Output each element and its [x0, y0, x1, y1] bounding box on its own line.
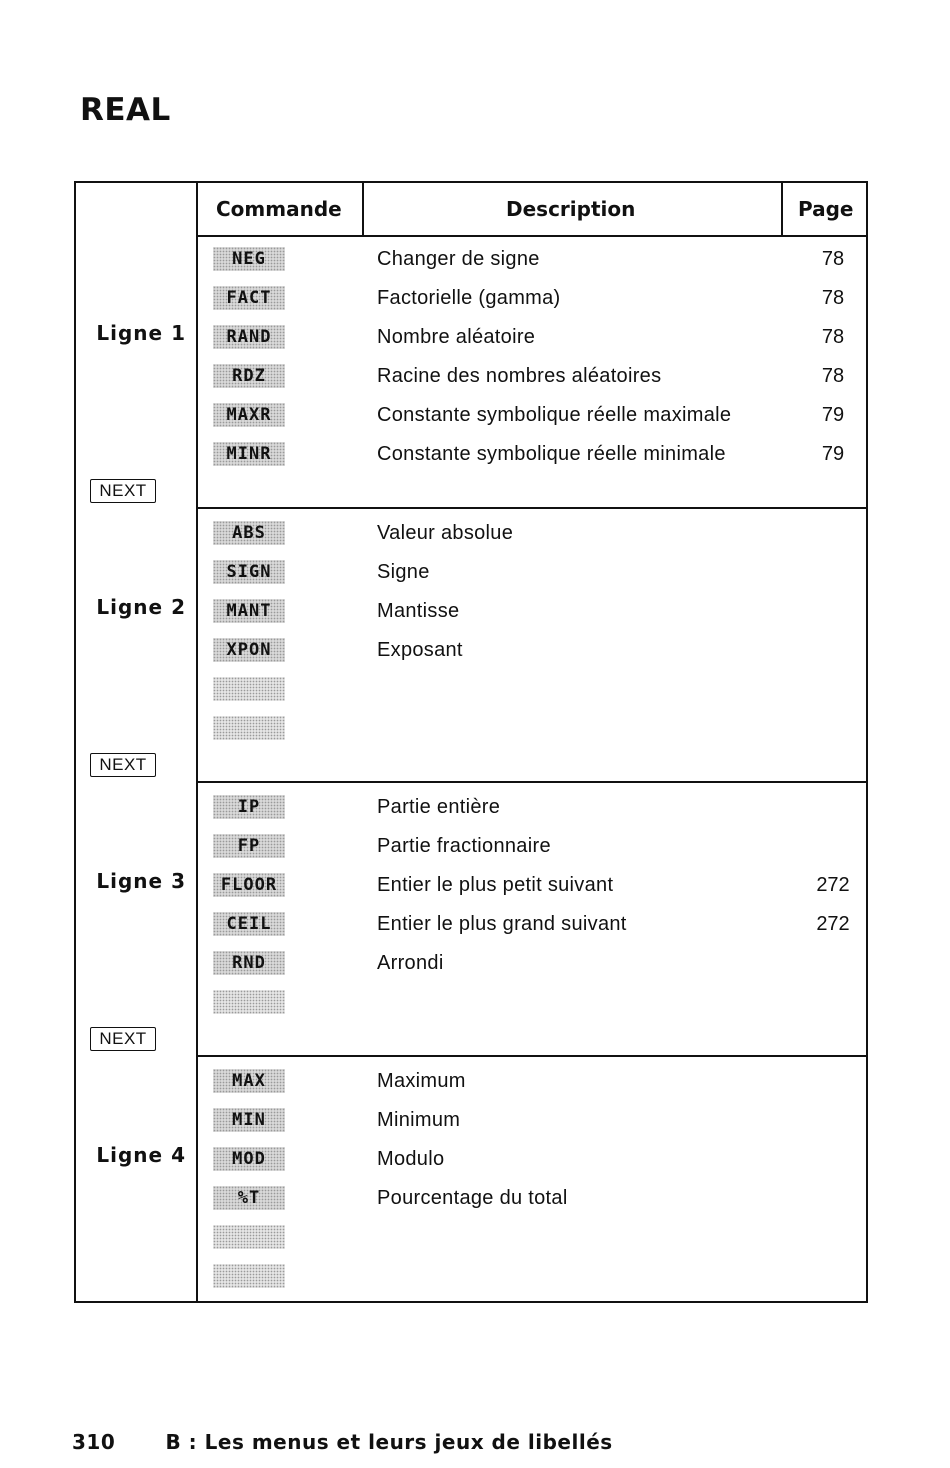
header-divider-2: [781, 183, 783, 236]
menu-key-label: FP: [213, 834, 285, 858]
next-key: NEXT: [90, 479, 156, 503]
next-key: NEXT: [90, 1027, 156, 1051]
row-description: Mantisse: [377, 600, 460, 622]
row-description: Valeur absolue: [377, 522, 514, 544]
table-row: [197, 403, 866, 442]
menu-key-label: NEG: [213, 247, 285, 271]
row-description: Constante symbolique réelle minimale: [377, 443, 726, 465]
menu-key-label: %T: [213, 1186, 285, 1210]
table-row: [197, 795, 866, 834]
menu-key-label: MAX: [213, 1069, 285, 1093]
row-page-number: 78: [821, 326, 845, 348]
table-row: [197, 560, 866, 599]
table-row: [197, 247, 866, 286]
menu-key-label: SIGN: [213, 560, 285, 584]
section-label: Ligne 1: [96, 321, 186, 345]
row-description: Partie fractionnaire: [377, 835, 551, 857]
menu-key-label: FLOOR: [213, 873, 285, 897]
footer-text: B : Les menus et leurs jeux de libellés: [165, 1430, 613, 1454]
table-row: [197, 599, 866, 638]
blank-menu-key: [213, 716, 285, 740]
table-row: [197, 521, 866, 560]
row-description: Constante symbolique réelle maximale: [377, 404, 732, 426]
section-label: Ligne 2: [96, 595, 186, 619]
footer-page-number: 310: [72, 1430, 116, 1454]
table-row: [197, 951, 866, 990]
table-row: [197, 638, 866, 677]
section-ligne-2: [76, 507, 866, 781]
row-page-number: 78: [821, 365, 845, 387]
row-description: Minimum: [377, 1109, 461, 1131]
blank-menu-key: [213, 1225, 285, 1249]
menu-key-label: MOD: [213, 1147, 285, 1171]
row-description: Maximum: [377, 1070, 466, 1092]
table-row: [197, 1186, 866, 1225]
next-key: NEXT: [90, 753, 156, 777]
row-description: Changer de signe: [377, 248, 540, 270]
row-description: Modulo: [377, 1148, 445, 1170]
table-row: [197, 677, 866, 716]
table-row: [197, 1225, 866, 1264]
section-ligne-1: [76, 233, 866, 507]
page-footer: [72, 1430, 613, 1454]
blank-menu-key: [213, 677, 285, 701]
header-page: Page: [798, 197, 854, 221]
table-row: [197, 1069, 866, 1108]
row-page-number: 78: [821, 287, 845, 309]
row-description: Arrondi: [377, 952, 444, 974]
row-description: Factorielle (gamma): [377, 287, 561, 309]
row-description: Nombre aléatoire: [377, 326, 536, 348]
row-page-number: 79: [821, 443, 845, 465]
section-ligne-3: [76, 781, 866, 1055]
table-row: [197, 442, 866, 481]
table-row: [197, 286, 866, 325]
menu-table: [74, 181, 868, 1303]
row-description: Exposant: [377, 639, 463, 661]
menu-key-label: MIN: [213, 1108, 285, 1132]
menu-key-label: CEIL: [213, 912, 285, 936]
menu-key-label: RAND: [213, 325, 285, 349]
row-description: Racine des nombres aléatoires: [377, 365, 662, 387]
row-description: Entier le plus petit suivant: [377, 874, 614, 896]
row-description: Signe: [377, 561, 430, 583]
page-title: REAL: [80, 92, 171, 128]
header-command: Commande: [216, 197, 342, 221]
section-label: Ligne 4: [96, 1143, 186, 1167]
row-page-number: 78: [821, 248, 845, 270]
row-page-number: 272: [816, 874, 850, 896]
row-page-number: 79: [821, 404, 845, 426]
menu-key-label: MINR: [213, 442, 285, 466]
menu-key-label: ABS: [213, 521, 285, 545]
header-description: Description: [506, 197, 636, 221]
blank-menu-key: [213, 990, 285, 1014]
table-row: [197, 716, 866, 755]
menu-key-label: MANT: [213, 599, 285, 623]
header-divider-1: [362, 183, 364, 236]
menu-key-label: RND: [213, 951, 285, 975]
row-description: Entier le plus grand suivant: [377, 913, 627, 935]
table-row: [197, 1108, 866, 1147]
table-row: [197, 364, 866, 403]
table-row: [197, 1147, 866, 1186]
table-row: [197, 325, 866, 364]
menu-key-label: IP: [213, 795, 285, 819]
table-row: [197, 990, 866, 1029]
menu-key-label: FACT: [213, 286, 285, 310]
menu-key-label: RDZ: [213, 364, 285, 388]
section-ligne-4: [76, 1055, 866, 1329]
row-page-number: 272: [816, 913, 850, 935]
menu-key-label: XPON: [213, 638, 285, 662]
table-row: [197, 834, 866, 873]
menu-key-label: MAXR: [213, 403, 285, 427]
table-row: [197, 912, 866, 951]
section-label: Ligne 3: [96, 869, 186, 893]
table-row: [197, 873, 866, 912]
row-description: Pourcentage du total: [377, 1187, 568, 1209]
table-row: [197, 1264, 866, 1303]
blank-menu-key: [213, 1264, 285, 1288]
row-description: Partie entière: [377, 796, 501, 818]
